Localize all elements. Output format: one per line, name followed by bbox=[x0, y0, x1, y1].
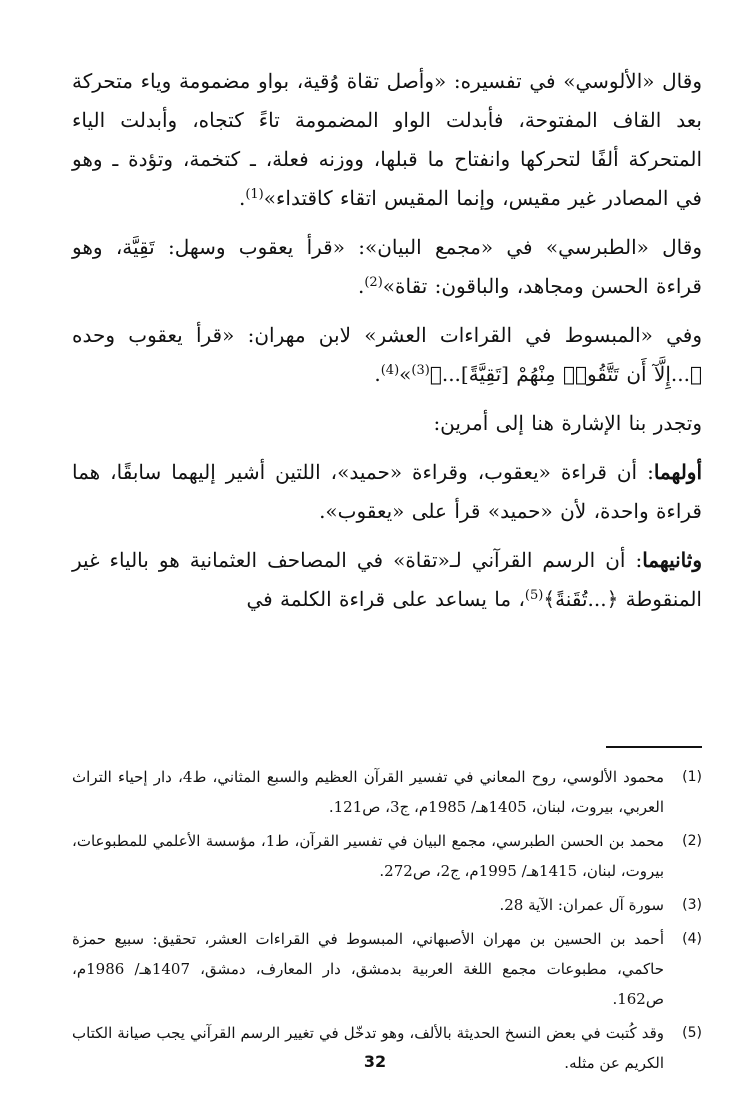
paragraph-text: وقال «الطبرسي» في «مجمع البيان»: «قرأ يعقوب وسهل: تَقِيَّة، وهو قراءة الحسن ومجاهد، والباقون: تقاة» bbox=[72, 235, 702, 298]
page-number: 32 bbox=[363, 1052, 387, 1071]
footnote-ref-1[interactable]: (1) bbox=[245, 187, 264, 202]
paragraph-text: : أن الرسم القرآني لـ«تقاة» في المصاحف العثمانية هو بالياء غير المنقوطة ﴿...تُقَنةً﴾ bbox=[72, 548, 702, 611]
closing-quote: » bbox=[399, 362, 412, 386]
footnote-text: سورة آل عمران: الآية 28. bbox=[499, 896, 664, 914]
footnote-ref-2[interactable]: (2) bbox=[364, 275, 383, 290]
footnote-text: وقد كُتبت في بعض النسخ الحديثة بالألف، وهو تدخّل في تغيير الرسم القرآني يجب صيانة الكتاب الكريم عن مثله. bbox=[72, 1024, 664, 1072]
footnote-text: أحمد بن الحسين بن مهران الأصبهاني، المبسوط في القراءات العشر، تحقيق: سبيع حمزة حاكمي، مطبوعات مجمع اللغة العربية بدمشق، دار المعارف، دمشق، 1407هـ/ 1986م، ص162. bbox=[72, 930, 664, 1008]
page-content bbox=[72, 62, 702, 1113]
footnote-text: محمد بن الحسن الطبرسي، مجمع البيان في تفسير القرآن، ط1، مؤسسة الأعلمي للمطبوعات، بيروت، لبنان، 1415هـ/ 1995م، ج2، ص272. bbox=[72, 832, 664, 880]
paragraph-alusi-quote bbox=[72, 62, 702, 218]
paragraph-text: : أن قراءة «يعقوب، وقراءة «حميد»، اللتين أشير إليهما سابقًا، هما قراءة واحدة، لأن «حميد» قرأ على «يعقوب». bbox=[72, 460, 702, 523]
footnote-item bbox=[72, 826, 702, 886]
footnote-number: (5) bbox=[682, 1025, 702, 1041]
footnote-text: محمود الألوسي، روح المعاني في تفسير القرآن العظيم والسبع المثاني، ط4، دار إحياء التراث العربي، بيروت، لبنان، 1405هـ/ 1985م، ج3، ص121. bbox=[72, 768, 665, 816]
paragraph-second-point bbox=[72, 541, 702, 619]
footnote-number: (1) bbox=[682, 769, 702, 785]
paragraph-first-point bbox=[72, 453, 702, 531]
second-point-heading: وثانيهما bbox=[642, 548, 702, 572]
footnote-number: (2) bbox=[682, 833, 702, 849]
footnote-ref-3[interactable]: (3) bbox=[411, 363, 430, 378]
footnote-item bbox=[72, 890, 702, 920]
footnote-ref-4[interactable]: (4) bbox=[380, 363, 400, 378]
paragraph-text: وفي «المبسوط في القراءات العشر» لابن مهران: «قرأ يعقوب وحده ﴿...إِلَّآ أَن تَتَّقُوا۟ مِنْهُمْ [تَقِيَّةً]...﴾ bbox=[72, 323, 702, 386]
paragraph-end: . bbox=[374, 362, 381, 386]
paragraph-end: ، ما يساعد على قراءة الكلمة في bbox=[246, 587, 525, 611]
paragraph-text: وتجدر بنا الإشارة هنا إلى أمرين: bbox=[433, 411, 702, 435]
footnote-divider bbox=[606, 746, 702, 748]
paragraph-two-points-intro bbox=[72, 404, 702, 443]
footnote-ref-5[interactable]: (5) bbox=[524, 588, 544, 603]
footnote-number: (3) bbox=[682, 897, 702, 913]
footnote-item bbox=[72, 762, 702, 822]
first-point-heading: أولهما bbox=[653, 460, 702, 484]
paragraph-end: . bbox=[238, 186, 246, 210]
paragraph-mabsut-quote bbox=[72, 316, 702, 394]
paragraph-end: . bbox=[357, 274, 365, 298]
paragraph-text: وقال «الألوسي» في تفسيره: «وأصل تقاة وُقية، بواو مضمومة وياء متحركة بعد القاف المفتوحة، فأبدلت الواو المضمومة تاءً كتجاه، وأبدلت الياء المتحركة ألفًا لتحركها وانفتاح ما قبلها، ووزنه فعلة، ـ كتخمة، وتؤدة ـ وهو في المصادر غير مقيس، وإنما المقيس اتقاء كاقتداء» bbox=[72, 69, 702, 210]
footnote-number: (4) bbox=[682, 931, 702, 947]
footnotes-section bbox=[72, 762, 702, 1082]
footnote-item bbox=[72, 924, 702, 1014]
paragraph-tabrisi-quote bbox=[72, 228, 702, 306]
